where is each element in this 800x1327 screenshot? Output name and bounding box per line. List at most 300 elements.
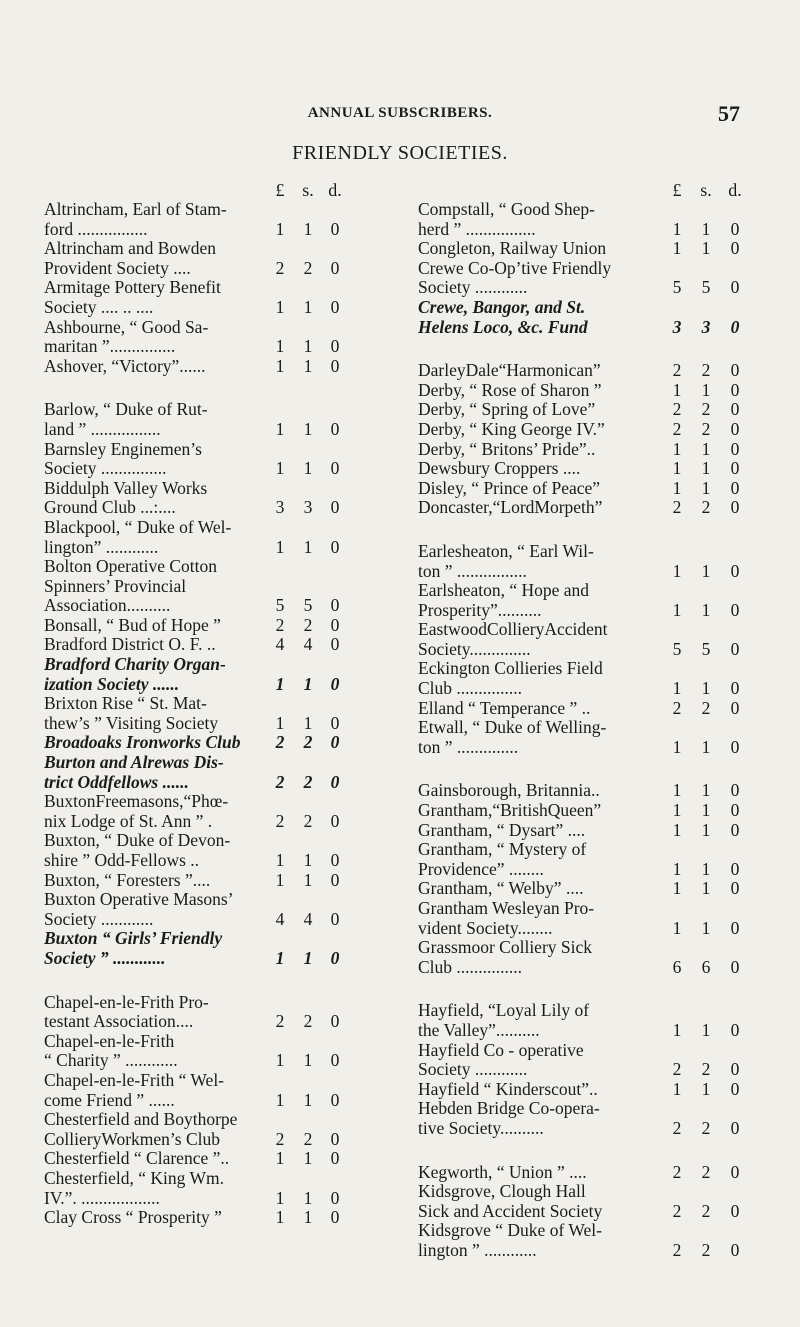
amount-shillings: 1: [303, 355, 313, 376]
entry-group: [44, 200, 354, 376]
entry-name-line: Prosperity”..........: [418, 599, 542, 620]
amount-pounds: 1: [672, 780, 682, 801]
amount-pounds: 1: [275, 1089, 285, 1110]
subscriber-entry: [418, 200, 748, 239]
amount-shillings: 1: [701, 1078, 711, 1099]
amount-pounds: 1: [672, 917, 682, 938]
amount-pounds: 2: [672, 1239, 682, 1260]
subscriber-entry: [44, 993, 354, 1032]
entry-name-line: EastwoodCollieryAccident: [418, 620, 608, 640]
subscriber-entry: [44, 1071, 354, 1110]
amount-pounds: 2: [275, 257, 285, 278]
amount-shillings: 1: [701, 800, 711, 821]
amount-pounds: 1: [672, 560, 682, 581]
amount-pounds: 2: [672, 1200, 682, 1221]
entry-name-line: Association..........: [44, 595, 171, 616]
amount-pence: 0: [330, 536, 340, 557]
amount-shillings: 1: [701, 599, 711, 620]
entry-name-line: ton ” ..............: [418, 736, 519, 757]
subscriber-entry: [44, 318, 354, 357]
amount-pounds: 2: [672, 399, 682, 420]
amount-pence: 0: [330, 1011, 340, 1032]
amount-pounds: 2: [275, 771, 285, 792]
entry-name-line: lington” ............: [44, 536, 159, 557]
entry-name-line: testant Association....: [44, 1011, 194, 1032]
subscriber-entry: [418, 498, 748, 518]
entry-name-line: Gainsborough, Britannia..: [418, 780, 600, 801]
amount-pounds: 1: [672, 678, 682, 699]
entry-name-line: Spinners’ Provincial: [44, 576, 187, 596]
subscriber-entry: [418, 298, 748, 337]
entry-name-line: ization Society ......: [44, 673, 180, 694]
entry-name-line: Doncaster,“LordMorpeth”: [418, 497, 603, 518]
amount-pence: 0: [330, 257, 340, 278]
amount-shillings: 2: [303, 614, 313, 635]
entry-name-line: Providence” ........: [418, 858, 544, 879]
entry-group: [44, 993, 354, 1228]
entry-group: [418, 200, 748, 337]
amount-pounds: 2: [275, 810, 285, 831]
entry-name-line: Armitage Pottery Benefit: [44, 278, 221, 298]
entry-name-line: Derby, “ Spring of Love”: [418, 399, 596, 420]
subscriber-entry: [44, 616, 354, 636]
amount-pence: 0: [730, 599, 740, 620]
entry-name-line: tive Society..........: [418, 1117, 544, 1138]
entry-name-line: Grantham Wesleyan Pro-: [418, 899, 595, 918]
amount-pence: 0: [730, 399, 740, 420]
entry-group: [418, 1001, 748, 1138]
entry-name-line: Kegworth, “ Union ” ....: [418, 1161, 587, 1182]
amount-pence: 0: [330, 418, 340, 439]
subscriber-entry: [418, 938, 748, 977]
entry-name-line: Derby, “ King George IV.”: [418, 418, 605, 439]
subscriber-entry: [44, 200, 354, 239]
amount-pence: 0: [330, 869, 340, 890]
amount-pounds: 2: [275, 1011, 285, 1032]
subscriber-entry: [418, 542, 748, 581]
amount-shillings: 1: [701, 858, 711, 879]
entry-group: [418, 1163, 748, 1261]
amount-pounds: 1: [275, 869, 285, 890]
entry-name-line: Buxton, “ Foresters ”....: [44, 869, 211, 890]
amount-pence: 0: [730, 917, 740, 938]
amount-pounds: 5: [275, 595, 285, 616]
amount-shillings: 2: [701, 360, 711, 381]
entry-name-line: Compstall, “ Good Shep-: [418, 200, 595, 219]
entry-name-line: Barlow, “ Duke of Rut-: [44, 400, 208, 420]
entry-name-line: Grantham, “ Dysart” ....: [418, 819, 586, 840]
entry-name-line: Bradford Charity Organ-: [44, 655, 226, 675]
amount-shillings: 1: [701, 458, 711, 479]
amount-pence: 0: [330, 458, 340, 479]
amount-pence: 0: [730, 277, 740, 298]
amount-shillings: 1: [303, 712, 313, 733]
entry-name-line: Grantham,“BritishQueen”: [418, 800, 602, 821]
entry-name-line: Derby, “ Rose of Sharon ”: [418, 379, 602, 400]
amount-pence: 0: [730, 736, 740, 757]
subscriber-entry: [44, 278, 354, 317]
subscriber-entry: [418, 1041, 748, 1080]
amount-pounds: 2: [672, 1117, 682, 1138]
entry-name-line: Biddulph Valley Works: [44, 478, 208, 498]
amount-shillings: 1: [701, 560, 711, 581]
amount-pounds: 2: [672, 1059, 682, 1080]
subscriber-entry: [418, 821, 748, 841]
entry-name-line: Chapel-en-le-Frith: [44, 1031, 175, 1051]
amount-shillings: 1: [701, 780, 711, 801]
amount-pounds: 1: [672, 438, 682, 459]
amount-pounds: 1: [275, 1187, 285, 1208]
entry-name-line: Society ” ............: [44, 947, 166, 968]
page-header: [0, 101, 800, 135]
entry-name-line: Ashover, “Victory”......: [44, 355, 206, 376]
amount-pence: 0: [330, 296, 340, 317]
entry-name-line: trict Oddfellows ......: [44, 771, 189, 792]
amount-shillings: 1: [701, 438, 711, 459]
subscriber-entry: [418, 659, 748, 698]
subscriber-entry: [418, 899, 748, 938]
amount-pounds: 1: [275, 1148, 285, 1169]
entry-group: [44, 400, 354, 968]
entry-name-line: Elland “ Temperance ” ..: [418, 697, 591, 718]
amount-shillings: 1: [303, 336, 313, 357]
amount-pence: 0: [330, 595, 340, 616]
amount-pounds: 1: [275, 673, 285, 694]
amount-shillings: 4: [303, 908, 313, 929]
entry-name-line: “ Charity ” ............: [44, 1050, 178, 1071]
amount-shillings: 1: [303, 1148, 313, 1169]
entry-name-line: nix Lodge of St. Ann ” .: [44, 810, 213, 831]
entry-name-line: Barnsley Enginemen’s: [44, 439, 202, 459]
amount-shillings: 2: [701, 418, 711, 439]
amount-shillings: 6: [701, 956, 711, 977]
amount-shillings: 5: [701, 277, 711, 298]
amount-pounds: 3: [672, 316, 682, 337]
amount-shillings: 1: [303, 1089, 313, 1110]
amount-shillings: 3: [303, 497, 313, 518]
amount-pence: 0: [330, 634, 340, 655]
amount-pounds: 1: [672, 477, 682, 498]
subscriber-entry: [418, 259, 748, 298]
entry-name-line: Sick and Accident Society: [418, 1200, 603, 1221]
subscriber-entry: [44, 518, 354, 557]
amount-pence: 0: [330, 355, 340, 376]
amount-pence: 0: [330, 1148, 340, 1169]
amount-shillings: 2: [701, 497, 711, 518]
amount-pounds: 1: [275, 712, 285, 733]
subscriber-entry: [44, 871, 354, 891]
subscriber-entry: [44, 733, 354, 753]
subscriber-entry: [44, 1169, 354, 1208]
amount-pence: 0: [330, 336, 340, 357]
amount-pounds: 1: [672, 800, 682, 821]
subscriber-entry: [44, 1208, 354, 1228]
entry-name-line: Dewsbury Croppers ....: [418, 458, 581, 479]
subscriber-entry: [44, 357, 354, 377]
entry-name-line: Chapel-en-le-Frith Pro-: [44, 992, 209, 1012]
amount-pounds: 6: [672, 956, 682, 977]
subscriber-entry: [418, 381, 748, 401]
subscriber-entry: [418, 1001, 748, 1040]
amount-pence: 0: [730, 780, 740, 801]
subscriber-entry: [418, 718, 748, 757]
amount-pounds: 5: [672, 638, 682, 659]
entry-name-line: Hayfield, “Loyal Lily of: [418, 1001, 590, 1021]
amount-pounds: 5: [672, 277, 682, 298]
pounds-header: £: [672, 180, 682, 200]
amount-pounds: 1: [275, 1050, 285, 1071]
subscriber-entry: [44, 1149, 354, 1169]
entry-name-line: land ” ................: [44, 418, 161, 439]
amount-pence: 0: [730, 1078, 740, 1099]
amount-pounds: 1: [275, 218, 285, 239]
entry-name-line: Buxton “ Girls’ Friendly: [44, 929, 223, 949]
entry-name-line: Bonsall, “ Bud of Hope ”: [44, 614, 221, 635]
subscriber-entry: [418, 879, 748, 899]
entry-name-line: Club ...............: [418, 678, 523, 699]
amount-pence: 0: [330, 218, 340, 239]
amount-pence: 0: [330, 497, 340, 518]
amount-pounds: 1: [275, 850, 285, 870]
entry-name-line: Ground Club ...:....: [44, 497, 176, 518]
amount-shillings: 5: [701, 638, 711, 659]
amount-pence: 0: [730, 1200, 740, 1221]
amount-shillings: 1: [303, 1207, 313, 1228]
entry-name-line: Provident Society ....: [44, 257, 191, 278]
subscriber-entry: [44, 694, 354, 733]
entry-name-line: Altrincham, Earl of Stam-: [44, 200, 227, 219]
entry-name-line: ford ................: [44, 218, 148, 239]
subscriber-entry: [418, 479, 748, 499]
entry-name-line: Hebden Bridge Co-opera-: [418, 1099, 600, 1119]
amount-pounds: 1: [275, 458, 285, 479]
right-column: [418, 180, 748, 1285]
subscriber-entry: [44, 792, 354, 831]
amount-pence: 0: [330, 614, 340, 635]
entry-name-line: Disley, “ Prince of Peace”: [418, 477, 601, 498]
amount-pence: 0: [730, 497, 740, 518]
amount-pounds: 1: [672, 858, 682, 879]
entry-name-line: Society .... .. ....: [44, 296, 154, 317]
subscriber-entry: [418, 581, 748, 620]
amount-pence: 0: [730, 800, 740, 821]
amount-pence: 0: [730, 477, 740, 498]
amount-pence: 0: [330, 947, 340, 968]
amount-pence: 0: [730, 858, 740, 879]
amount-shillings: 2: [303, 771, 313, 792]
entry-name-line: Blackpool, “ Duke of Wel-: [44, 517, 232, 537]
subscriber-entry: [44, 655, 354, 694]
amount-shillings: 1: [701, 238, 711, 259]
amount-pence: 0: [330, 908, 340, 929]
entry-name-line: Club ...............: [418, 956, 523, 977]
amount-pence: 0: [730, 878, 740, 899]
entry-name-line: Congleton, Railway Union: [418, 238, 607, 259]
entry-name-line: IV.”. ..................: [44, 1187, 160, 1208]
amount-pence: 0: [730, 218, 740, 239]
amount-shillings: 1: [303, 947, 313, 968]
subscriber-entry: [418, 239, 748, 259]
entry-name-line: Etwall, “ Duke of Welling-: [418, 718, 607, 738]
entry-name-line: Chapel-en-le-Frith “ Wel-: [44, 1070, 225, 1090]
amount-pounds: 2: [672, 418, 682, 439]
amount-pence: 0: [730, 956, 740, 977]
amount-shillings: 1: [303, 1050, 313, 1071]
amount-pounds: 1: [672, 599, 682, 620]
subscriber-entry: [44, 635, 354, 655]
entry-name-line: Chesterfield “ Clarence ”..: [44, 1148, 230, 1169]
amount-shillings: 1: [303, 1187, 313, 1208]
amount-shillings: 1: [701, 1019, 711, 1040]
amount-pounds: 1: [672, 1078, 682, 1099]
amount-pence: 0: [730, 458, 740, 479]
amount-shillings: 1: [701, 477, 711, 498]
amount-pence: 0: [330, 810, 340, 831]
amount-pounds: 1: [672, 458, 682, 479]
subscriber-entry: [418, 1099, 748, 1138]
amount-pounds: 1: [672, 878, 682, 899]
amount-pence: 0: [330, 1128, 340, 1149]
entry-name-line: Society ............: [418, 1059, 528, 1080]
amount-pounds: 1: [672, 238, 682, 259]
amount-pounds: 2: [275, 732, 285, 753]
entry-name-line: Eckington Collieries Field: [418, 659, 603, 679]
amount-pounds: 1: [672, 1019, 682, 1040]
subscriber-entry: [418, 1221, 748, 1260]
amount-pence: 0: [730, 379, 740, 400]
entry-group: [418, 781, 748, 977]
shillings-header: s.: [302, 180, 314, 200]
entry-name-line: Hayfield “ Kinderscout”..: [418, 1078, 598, 1099]
amount-shillings: 1: [303, 458, 313, 479]
subscriber-entry: [418, 1080, 748, 1100]
subscriber-entry: [418, 620, 748, 659]
amount-shillings: 1: [303, 296, 313, 317]
amount-pounds: 1: [275, 418, 285, 439]
amount-pence: 0: [730, 1117, 740, 1138]
subscriber-entry: [44, 929, 354, 968]
entry-name-line: Bradford District O. F. ..: [44, 634, 216, 655]
pence-header: d.: [728, 180, 742, 200]
entry-name-line: come Friend ” ......: [44, 1089, 175, 1110]
amount-pounds: 1: [672, 736, 682, 757]
shillings-header: s.: [700, 180, 712, 200]
entry-name-line: Grantham, “ Mystery of: [418, 840, 587, 860]
subscriber-entry: [418, 440, 748, 460]
amount-shillings: 2: [701, 399, 711, 420]
amount-shillings: 1: [303, 536, 313, 557]
amount-pounds: 2: [672, 360, 682, 381]
running-title: ANNUAL SUBSCRIBERS.: [307, 105, 493, 121]
entry-name-line: Hayfield Co - operative: [418, 1040, 584, 1060]
amount-pence: 0: [730, 697, 740, 718]
entry-name-line: BuxtonFreemasons,“Phœ-: [44, 792, 229, 812]
subscriber-entry: [44, 239, 354, 278]
amount-pounds: 2: [672, 697, 682, 718]
subscriber-entry: [44, 1110, 354, 1149]
entry-name-line: Crewe Co-Op’tive Friendly: [418, 258, 612, 278]
subscriber-entry: [418, 420, 748, 440]
amount-shillings: 1: [303, 869, 313, 890]
amount-pounds: 2: [672, 497, 682, 518]
entry-name-line: Derby, “ Britons’ Pride”..: [418, 438, 596, 459]
entry-name-line: lington ” ............: [418, 1239, 537, 1260]
entry-name-line: Society ............: [44, 908, 154, 929]
entry-name-line: Grassmoor Colliery Sick: [418, 938, 593, 958]
amount-shillings: 1: [303, 218, 313, 239]
amount-pounds: 2: [275, 614, 285, 635]
entry-name-line: Earlsheaton, “ Hope and: [418, 581, 590, 601]
amount-pence: 0: [730, 819, 740, 840]
entry-name-line: Kidsgrove, Clough Hall: [418, 1182, 586, 1202]
entry-name-line: CollieryWorkmen’s Club: [44, 1128, 221, 1149]
amount-shillings: 2: [701, 697, 711, 718]
amount-pounds: 4: [275, 634, 285, 655]
amount-shillings: 2: [303, 810, 313, 831]
entry-name-line: ton ” ................: [418, 560, 527, 581]
amount-shillings: 1: [701, 736, 711, 757]
amount-pounds: 1: [275, 536, 285, 557]
amount-pence: 0: [730, 1059, 740, 1080]
amount-pence: 0: [730, 1019, 740, 1040]
amount-shillings: 2: [701, 1117, 711, 1138]
amount-shillings: 1: [701, 819, 711, 840]
amount-shillings: 4: [303, 634, 313, 655]
currency-header: [418, 180, 748, 200]
entry-group: [418, 361, 748, 518]
amount-pounds: 4: [275, 908, 285, 929]
entry-name-line: shire ” Odd-Fellows ..: [44, 850, 200, 870]
amount-pence: 0: [730, 418, 740, 439]
entry-name-line: Earlesheaton, “ Earl Wil-: [418, 541, 594, 561]
subscriber-entry: [44, 753, 354, 792]
subscriber-entry: [44, 890, 354, 929]
subscriber-entry: [418, 781, 748, 801]
amount-pence: 0: [730, 1239, 740, 1260]
entry-name-line: Society ............: [418, 277, 528, 298]
amount-shillings: 1: [701, 379, 711, 400]
subscriber-entry: [418, 459, 748, 479]
amount-pence: 0: [330, 732, 340, 753]
amount-shillings: 5: [303, 595, 313, 616]
entry-name-line: Broadoaks Ironworks Club: [44, 732, 241, 753]
amount-pounds: 2: [275, 1128, 285, 1149]
entry-name-line: Burton and Alrewas Dis-: [44, 753, 224, 773]
section-title: FRIENDLY SOCIETIES.: [292, 142, 508, 164]
amount-pounds: 2: [672, 1161, 682, 1182]
amount-pence: 0: [730, 438, 740, 459]
entry-name-line: Chesterfield, “ King Wm.: [44, 1168, 224, 1188]
subscriber-entry: [418, 699, 748, 719]
amount-shillings: 1: [303, 850, 313, 870]
amount-pence: 0: [330, 1050, 340, 1071]
amount-pence: 0: [730, 638, 740, 659]
amount-pounds: 1: [672, 819, 682, 840]
entry-name-line: Chesterfield and Boythorpe: [44, 1110, 238, 1130]
subscriber-entry: [44, 479, 354, 518]
entry-name-line: Bolton Operative Cotton: [44, 557, 218, 577]
entry-name-line: Clay Cross “ Prosperity ”: [44, 1207, 222, 1228]
currency-header: [44, 180, 354, 200]
amount-pence: 0: [730, 678, 740, 699]
entry-name-line: Altrincham and Bowden: [44, 239, 217, 259]
amount-pence: 0: [730, 360, 740, 381]
amount-pence: 0: [330, 1187, 340, 1208]
amount-pounds: 1: [672, 218, 682, 239]
amount-shillings: 2: [701, 1059, 711, 1080]
entry-name-line: Kidsgrove “ Duke of Wel-: [418, 1221, 602, 1241]
amount-shillings: 2: [303, 1011, 313, 1032]
